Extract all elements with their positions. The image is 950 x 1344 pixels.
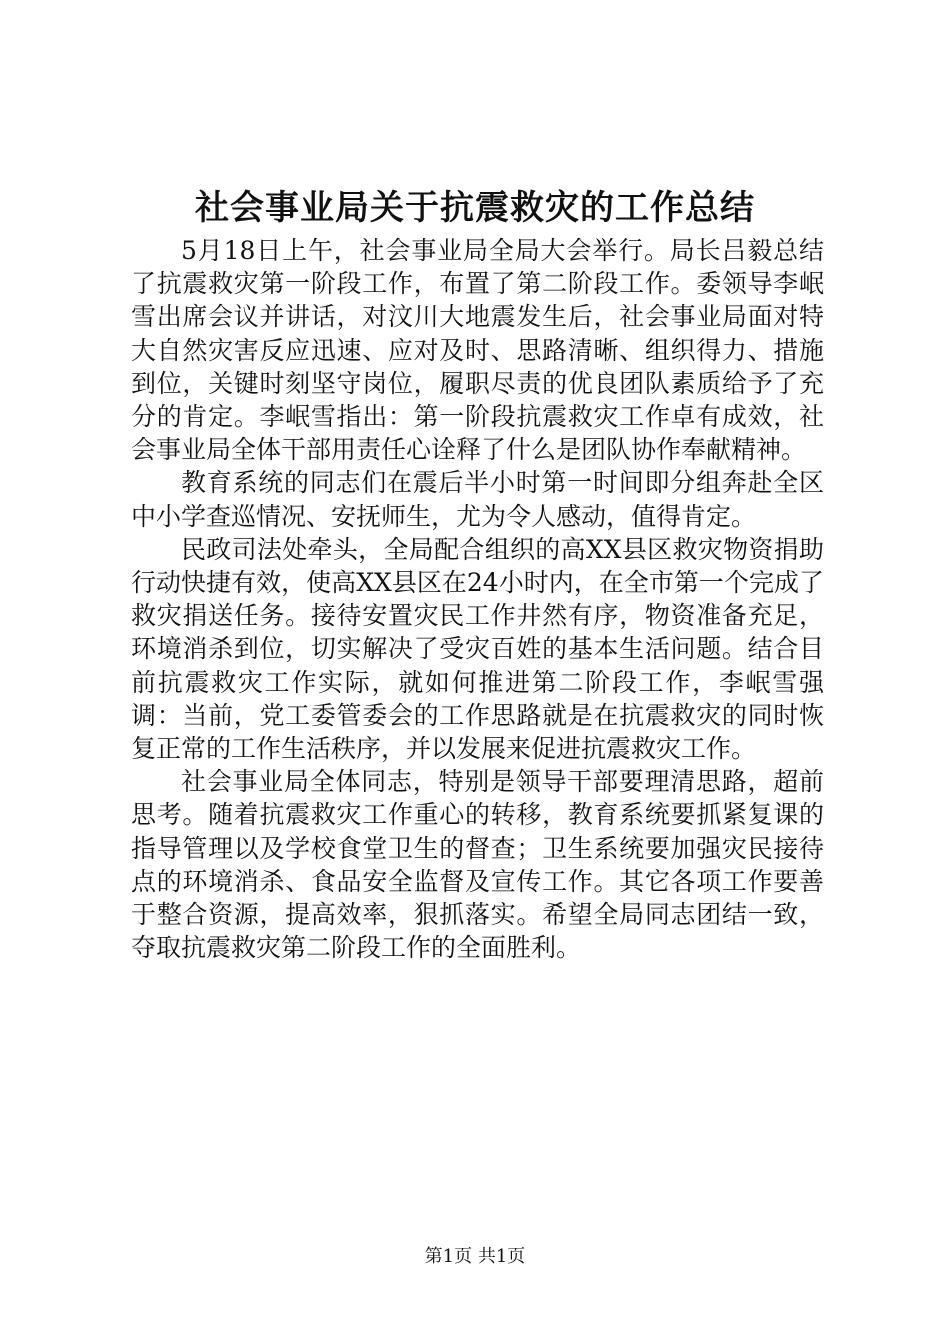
paragraph-3: 民政司法处牵头，全局配合组织的高XX县区救灾物资捐助行动快捷有效，使高XX县区在24小时内，在全市第一个完成了救灾捐送任务。接待安置灾民工作井然有序，物资准备充足，环境消杀到位，切实解决了受灾百姓的基本生活问题。结合目前抗震救灾工作实际，就如何推进第二阶段工作，李岷雪强调：当前，党工委管委会的工作思路就是在抗震救灾的同时恢复正常的工作生活秩序，并以发展来促进抗震救灾工作。 <box>131 534 824 764</box>
paragraph-1: 5月18日上午，社会事业局全局大会举行。局长吕毅总结了抗震救灾第一阶段工作，布置了第二阶段工作。委领导李岷雪出席会议并讲话，对汶川大地震发生后，社会事业局面对特大自然灾害反应迅速、应对及时、思路清晰、组织得力、措施到位，关键时刻坚守岗位，履职尽责的优良团队素质给予了充分的肯定。李岷雪指出：第一阶段抗震救灾工作卓有成效，社会事业局全体干部用责任心诠释了什么是团队协作奉献精神。 <box>131 236 824 465</box>
document-body <box>131 234 824 964</box>
paragraph-4: 社会事业局全体同志，特别是领导干部要理清思路，超前思考。随着抗震救灾工作重心的转移，教育系统要抓紧复课的指导管理以及学校食堂卫生的督查；卫生系统要加强灾民接待点的环境消杀、食品安全监督及宣传工作。其它各项工作要善于整合资源，提高效率，狠抓落实。希望全局同志团结一致，夺取抗震救灾第二阶段工作的全面胜利。 <box>131 767 824 963</box>
page-number-footer: 第1页 共1页 <box>424 1246 526 1267</box>
paragraph-2: 教育系统的同志们在震后半小时第一时间即分组奔赴全区中小学查巡情况、安抚师生，尤为令人感动，值得肯定。 <box>131 468 824 531</box>
document-title: 社会事业局关于抗震救灾的工作总结 <box>195 188 755 228</box>
